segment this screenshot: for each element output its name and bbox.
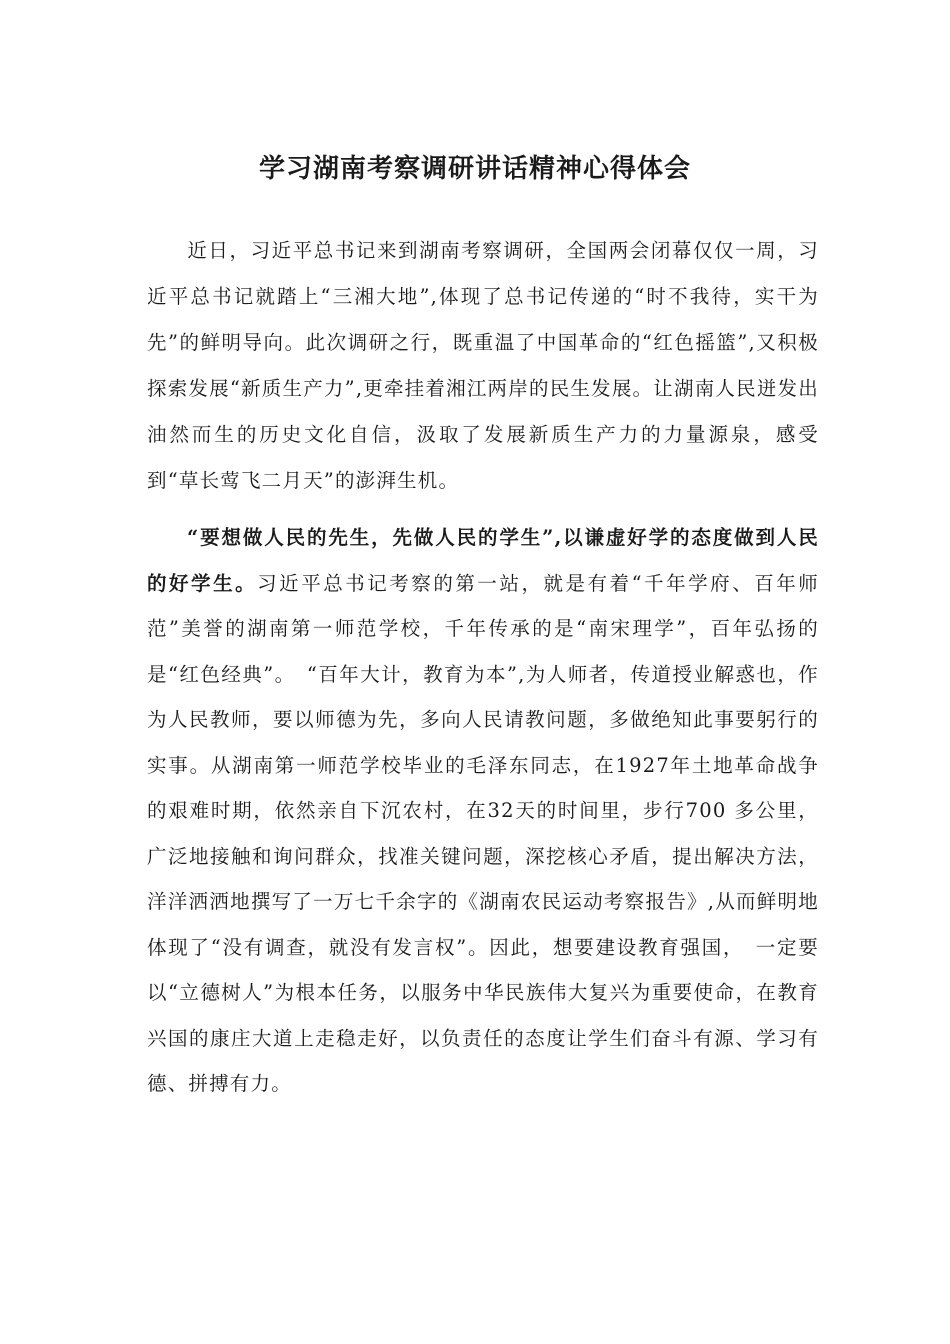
document-title: 学习湖南考察调研讲话精神心得体会	[258, 154, 691, 184]
paragraph-2-heading: “要想做人民的先生，先做人民的学生”,以谦虚好学的态度做到人民的好学生。	[147, 526, 819, 595]
paragraph-1-text: 近日，习近平总书记来到湖南考察调研，全国两会闭幕仅仅一周，习近平总书记就踏上“三湘大地”,体现了总书记传递的“时不我待，实干为先”的鲜明导向。此次调研之行，既重温了中国革命的“红色摇篮”,又积极探索发展“新质生产力”,更牵挂着湘江两岸的民生发展。让湖南人民迸发出油然而生的历史文化自信，汲取了发展新质生产力的力量源泉，感受到“草长莺飞二月天”的澎湃生机。	[147, 239, 819, 492]
paragraph-2-text: 习近平总书记考察的第一站，就是有着“千年学府、百年师范”美誉的湖南第一师范学校，千年传承的是“南宋理学”，百年弘扬的是“红色经典”。 “百年大计，教育为本”,为人师者，传道授业解惑也，作为人民教师，要以师德为先，多向人民请教问题，多做绝知此事要躬行的实事。从湖南第一师范学校毕业的毛泽东同志，在1927年土地革命战争的艰难时期，依然亲自下沉农村，在32天的时间里，步行700 多公里，广泛地接触和询问群众，找准关键问题，深挖核心矛盾，提出解决方法，洋洋洒洒地撰写了一万七千余字的《湖南农民运动考察报告》,从而鲜明地体现了“没有调查，就没有发言权”。因此，想要建设教育强国， 一定要以“立德树人”为根本任务，以服务中华民族伟大复兴为重要使命，在教育兴国的康庄大道上走稳走好，以负责任的态度让学生们奋斗有源、学习有德、拼搏有力。	[147, 571, 819, 1095]
paragraph-1	[147, 228, 819, 504]
paragraph-2	[147, 515, 819, 1107]
